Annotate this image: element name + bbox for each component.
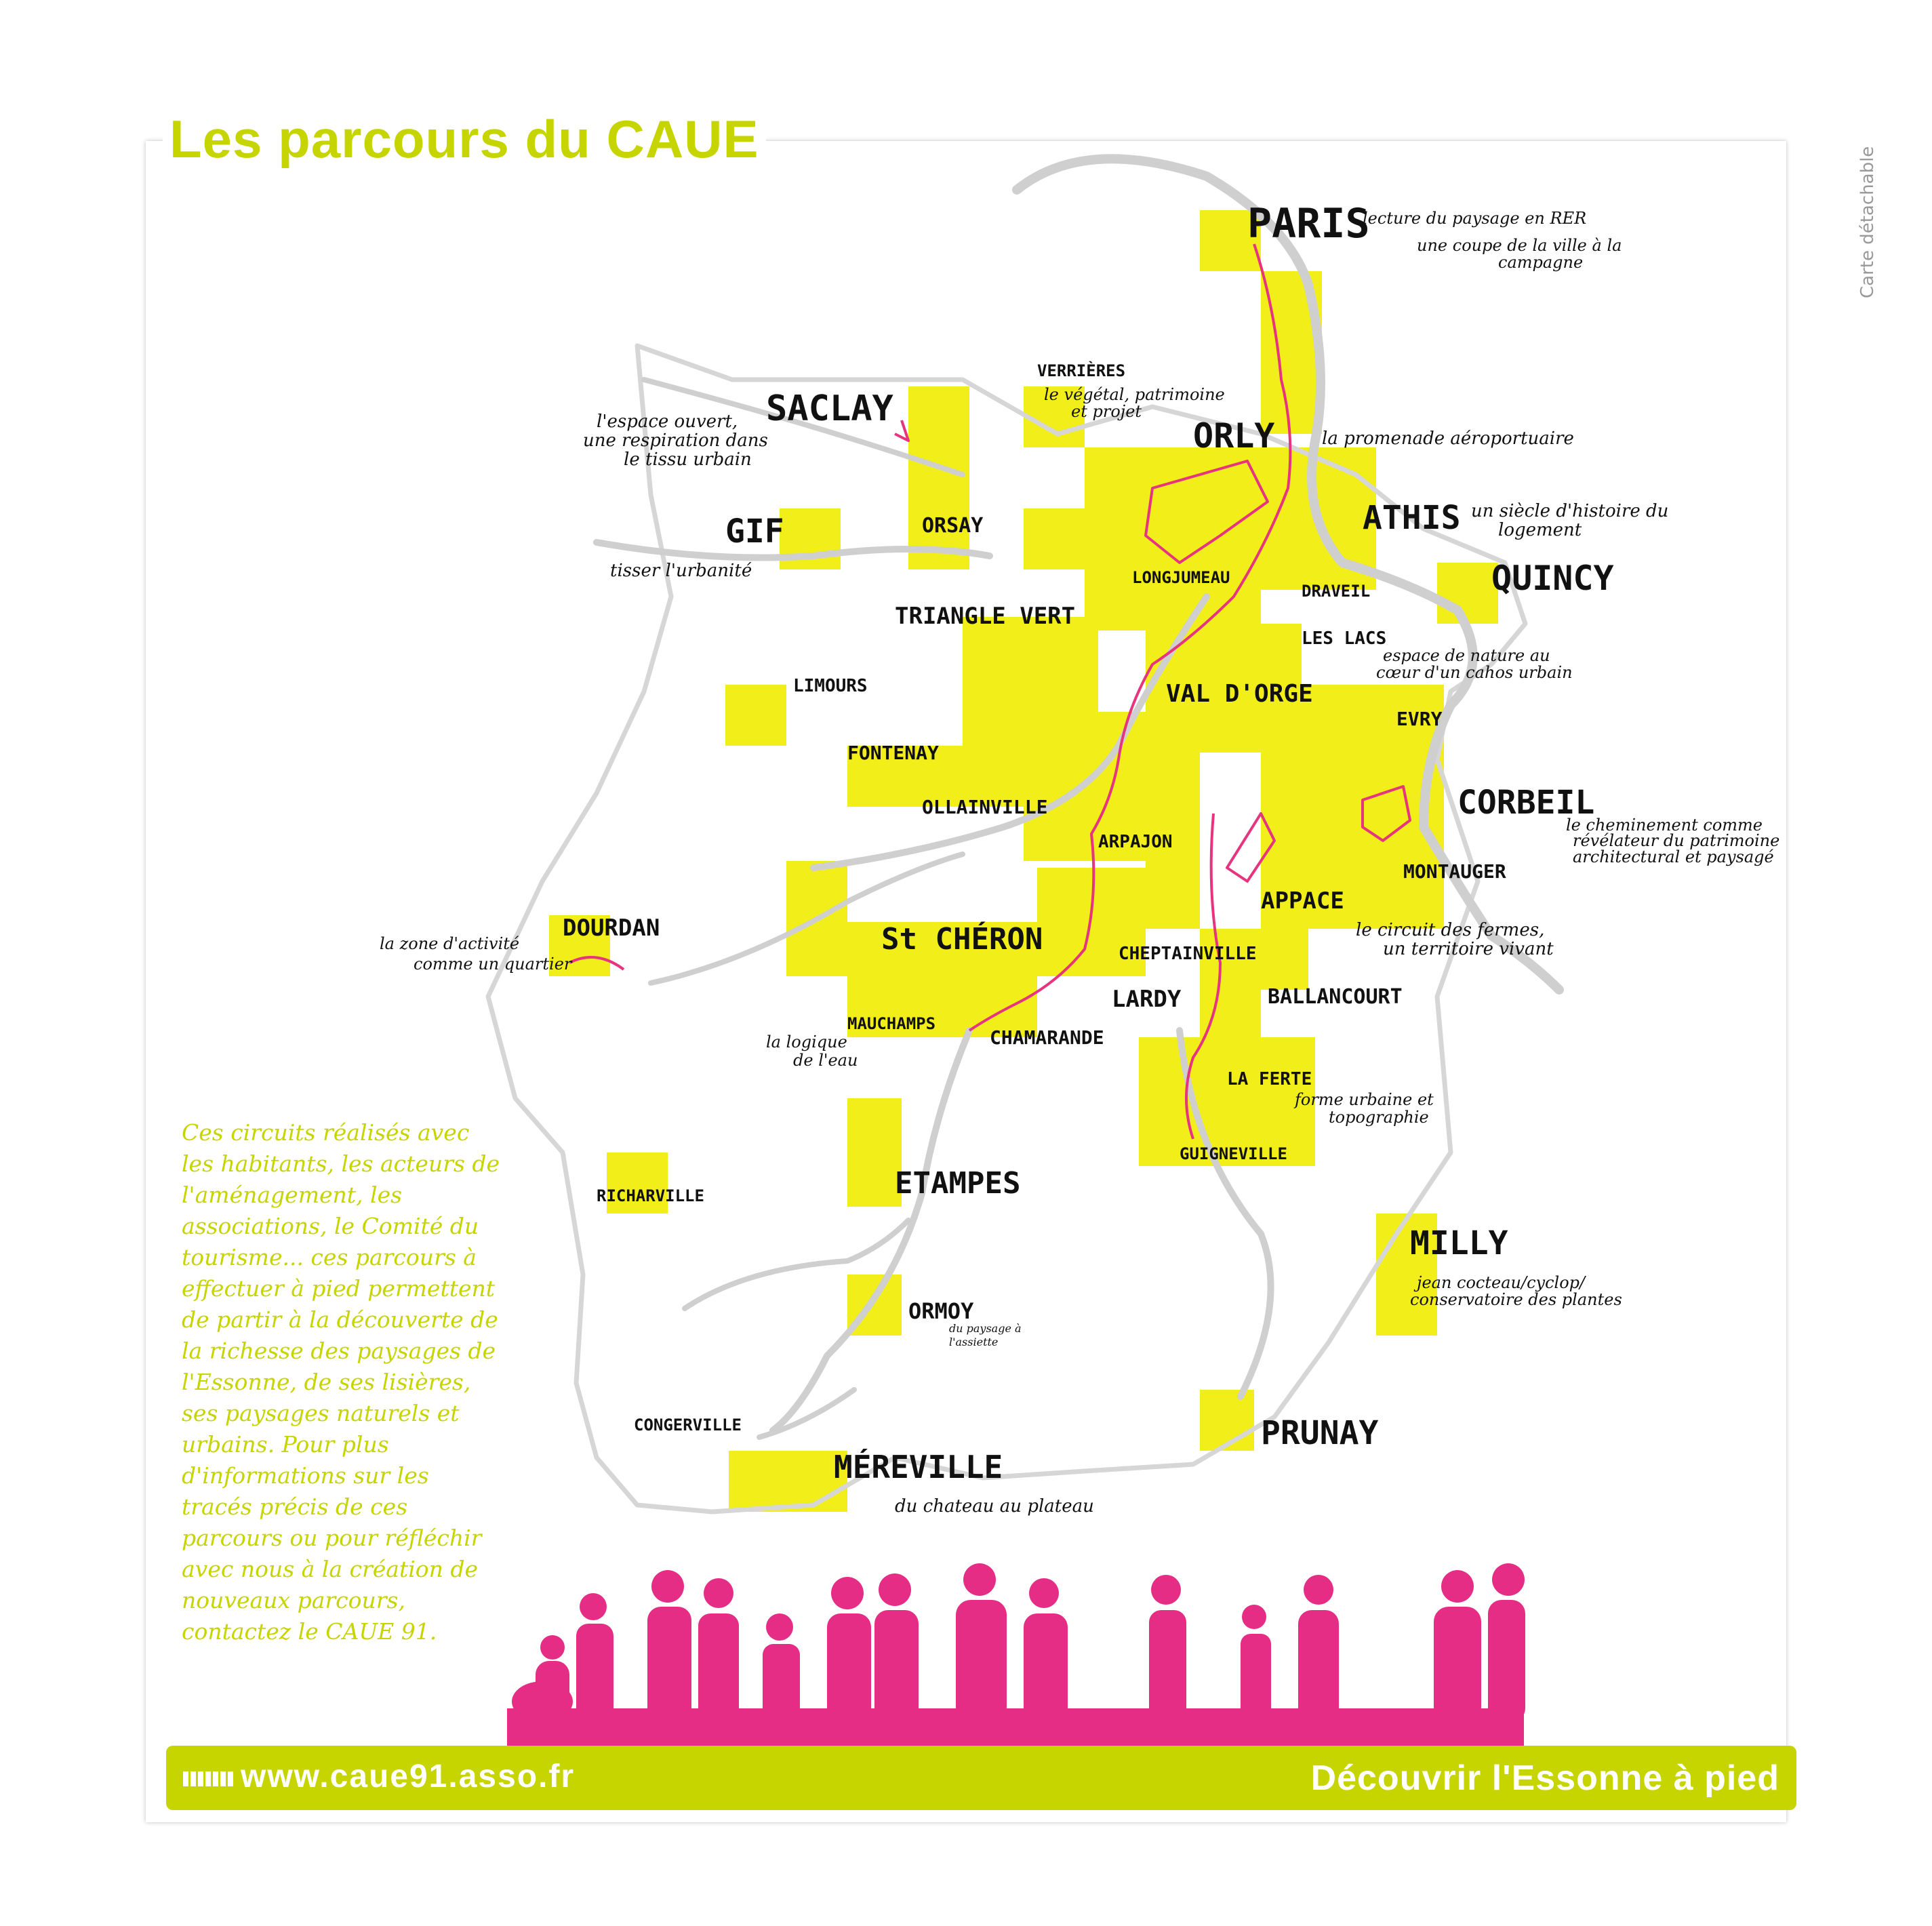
figure [963,1563,996,1596]
figure [704,1578,733,1608]
figure [1298,1610,1339,1722]
place-ballancourt: BALLANCOURT [1268,985,1403,1009]
place-chamarande: CHAMARANDE [990,1026,1104,1049]
figure [956,1600,1007,1722]
figure [1241,1634,1271,1722]
figure [1151,1575,1181,1605]
place-corbeil: CORBEIL [1457,784,1595,822]
block [729,1451,847,1512]
juine-river [773,1030,969,1430]
place-milly: MILLY [1410,1224,1508,1262]
place-limours: LIMOURS [793,676,868,696]
place-dourdan: DOURDAN [563,915,660,942]
note-mereville: du chateau au plateau [895,1496,1094,1517]
figure [651,1570,684,1603]
note-athis-1: un siècle d'histoire du [1471,501,1669,521]
figure [1149,1610,1186,1722]
page-title: Les parcours du CAUE [163,108,766,170]
place-evry: EVRY [1396,708,1443,730]
block [1085,447,1376,590]
place-etampes: ETAMPES [895,1166,1021,1201]
figure [763,1644,800,1722]
place-lardy: LARDY [1112,986,1182,1013]
note-paris-3: campagne [1498,253,1584,272]
note-mauchamps-2: de l'eau [793,1051,858,1070]
place-ollainville: OLLAINVILLE [922,796,1048,818]
note-corbeil-1: le cheminement comme [1566,816,1763,835]
place-triangle: TRIANGLE VERT [895,603,1076,630]
figure [879,1573,911,1606]
place-athis: ATHIS [1363,499,1461,537]
figure [766,1613,793,1641]
place-cheptainville: CHEPTAINVILLE [1119,944,1257,964]
place-montauger: MONTAUGER [1403,860,1506,883]
block [1024,508,1085,569]
note-milly-2: conservatoire des plantes [1410,1290,1622,1309]
people-silhouettes [507,1563,1525,1749]
place-orly: ORLY [1193,416,1275,456]
figure [1024,1613,1068,1722]
note-saclay-3: le tissu urbain [624,449,752,470]
route-blocks [549,210,1498,1512]
figure [576,1624,613,1725]
place-congerville: CONGERVILLE [634,1416,742,1435]
website-link[interactable]: www.caue91.asso.fr [241,1759,576,1794]
note-appace-1: le circuit des fermes, [1356,920,1545,940]
note-dourdan-1: la zone d'activité [380,934,520,953]
figure [1441,1570,1474,1603]
place-prunay: PRUNAY [1261,1414,1379,1452]
figure [1434,1607,1481,1722]
note-paris-2: une coupe de la ville à la [1417,236,1622,255]
note-saclay-1: l'espace ouvert, [597,412,738,432]
block [725,685,786,746]
note-appace-2: un territoire vivant [1383,939,1554,959]
place-mereville: MÉREVILLE [834,1449,1003,1485]
figure [647,1607,691,1722]
place-paris: PARIS [1247,200,1370,247]
place-ormoy: ORMOY [908,1298,974,1324]
place-orsay: ORSAY [922,514,984,538]
place-leslacs: LES LACS [1302,628,1387,649]
note-verrieres-1: le végétal, patrimoine [1044,385,1225,404]
block [847,1098,902,1207]
place-laferte: LA FERTE [1227,1069,1312,1089]
note-verrieres-2: et projet [1071,402,1142,421]
note-corbeil-3: architectural et paysagé [1573,847,1774,866]
block [1437,563,1498,624]
place-quincy: QUINCY [1491,559,1614,598]
side-label: Carte détachable [1857,146,1878,298]
figure [580,1593,607,1620]
footer-tagline: Découvrir l'Essonne à pied [1310,1759,1779,1798]
saclay-route [895,420,908,441]
figure [827,1613,871,1722]
place-guigneville: GUIGNEVILLE [1180,1144,1287,1163]
figure [1029,1578,1059,1608]
note-laferte-1: forme urbaine et [1295,1090,1434,1109]
note-orly: la promenade aéroportuaire [1322,428,1574,449]
barcode-icon [183,1771,234,1786]
figure [540,1635,565,1660]
place-mauchamps: MAUCHAMPS [847,1014,936,1033]
figure [1488,1600,1525,1722]
figure [1242,1605,1266,1629]
intro-text: Ces circuits réalisés avec les habitants, les acteurs de l'aménagement, les associations, le Comité du tourisme... ces parcours à effectuer à pied permettent de partir à la découverte de la richesse des paysages de l'Essonne, de ses lisières, ses paysages naturels et urbains. Pour plus d'informations sur les tracés précis de ces parcours ou pour réfléchir avec nous à la création de nouveaux parcours, contactez le CAUE 91. [182,1119,500,1645]
note-athis-2: logement [1498,520,1582,540]
note-milly-1: jean cocteau/cyclop/ [1417,1273,1586,1292]
note-paris-1: lecture du paysage en RER [1363,209,1587,228]
figure [831,1577,864,1609]
block [1200,1390,1254,1451]
figure [1304,1575,1333,1605]
figure [536,1661,569,1722]
note-leslacs-2: cœur d'un cahos urbain [1376,663,1573,682]
figure [874,1610,919,1722]
place-verrieres: VERRIÈRES [1037,361,1126,380]
note-dourdan-2: comme un quartier [414,955,572,974]
place-gif: GIF [725,513,784,550]
place-saclay: SACLAY [766,388,893,429]
place-arpajon: ARPAJON [1098,832,1173,852]
place-draveil: DRAVEIL [1302,582,1371,601]
block [908,386,969,569]
place-valdorge: VAL D'ORGE [1166,680,1313,708]
place-fontenay: FONTENAY [847,742,939,764]
note-mauchamps-1: la logique [766,1032,847,1051]
figure [1492,1563,1525,1596]
note-leslacs-1: espace de nature au [1383,646,1550,665]
place-richarville: RICHARVILLE [597,1186,704,1205]
note-corbeil-2: révélateur du patrimoine [1573,831,1780,850]
note-ormoy-1: du paysage à [949,1322,1022,1335]
note-ormoy-2: l'assiette [949,1336,999,1348]
note-gif: tisser l'urbanité [610,561,752,581]
place-appace: APPACE [1261,887,1344,915]
place-stcheron: St CHÉRON [881,922,1043,957]
place-longjumeau: LONGJUMEAU [1132,568,1230,587]
note-laferte-2: topographie [1329,1108,1429,1127]
note-saclay-2: une respiration dans [583,430,768,451]
footer-bar [166,1746,1796,1810]
figure [698,1613,739,1722]
